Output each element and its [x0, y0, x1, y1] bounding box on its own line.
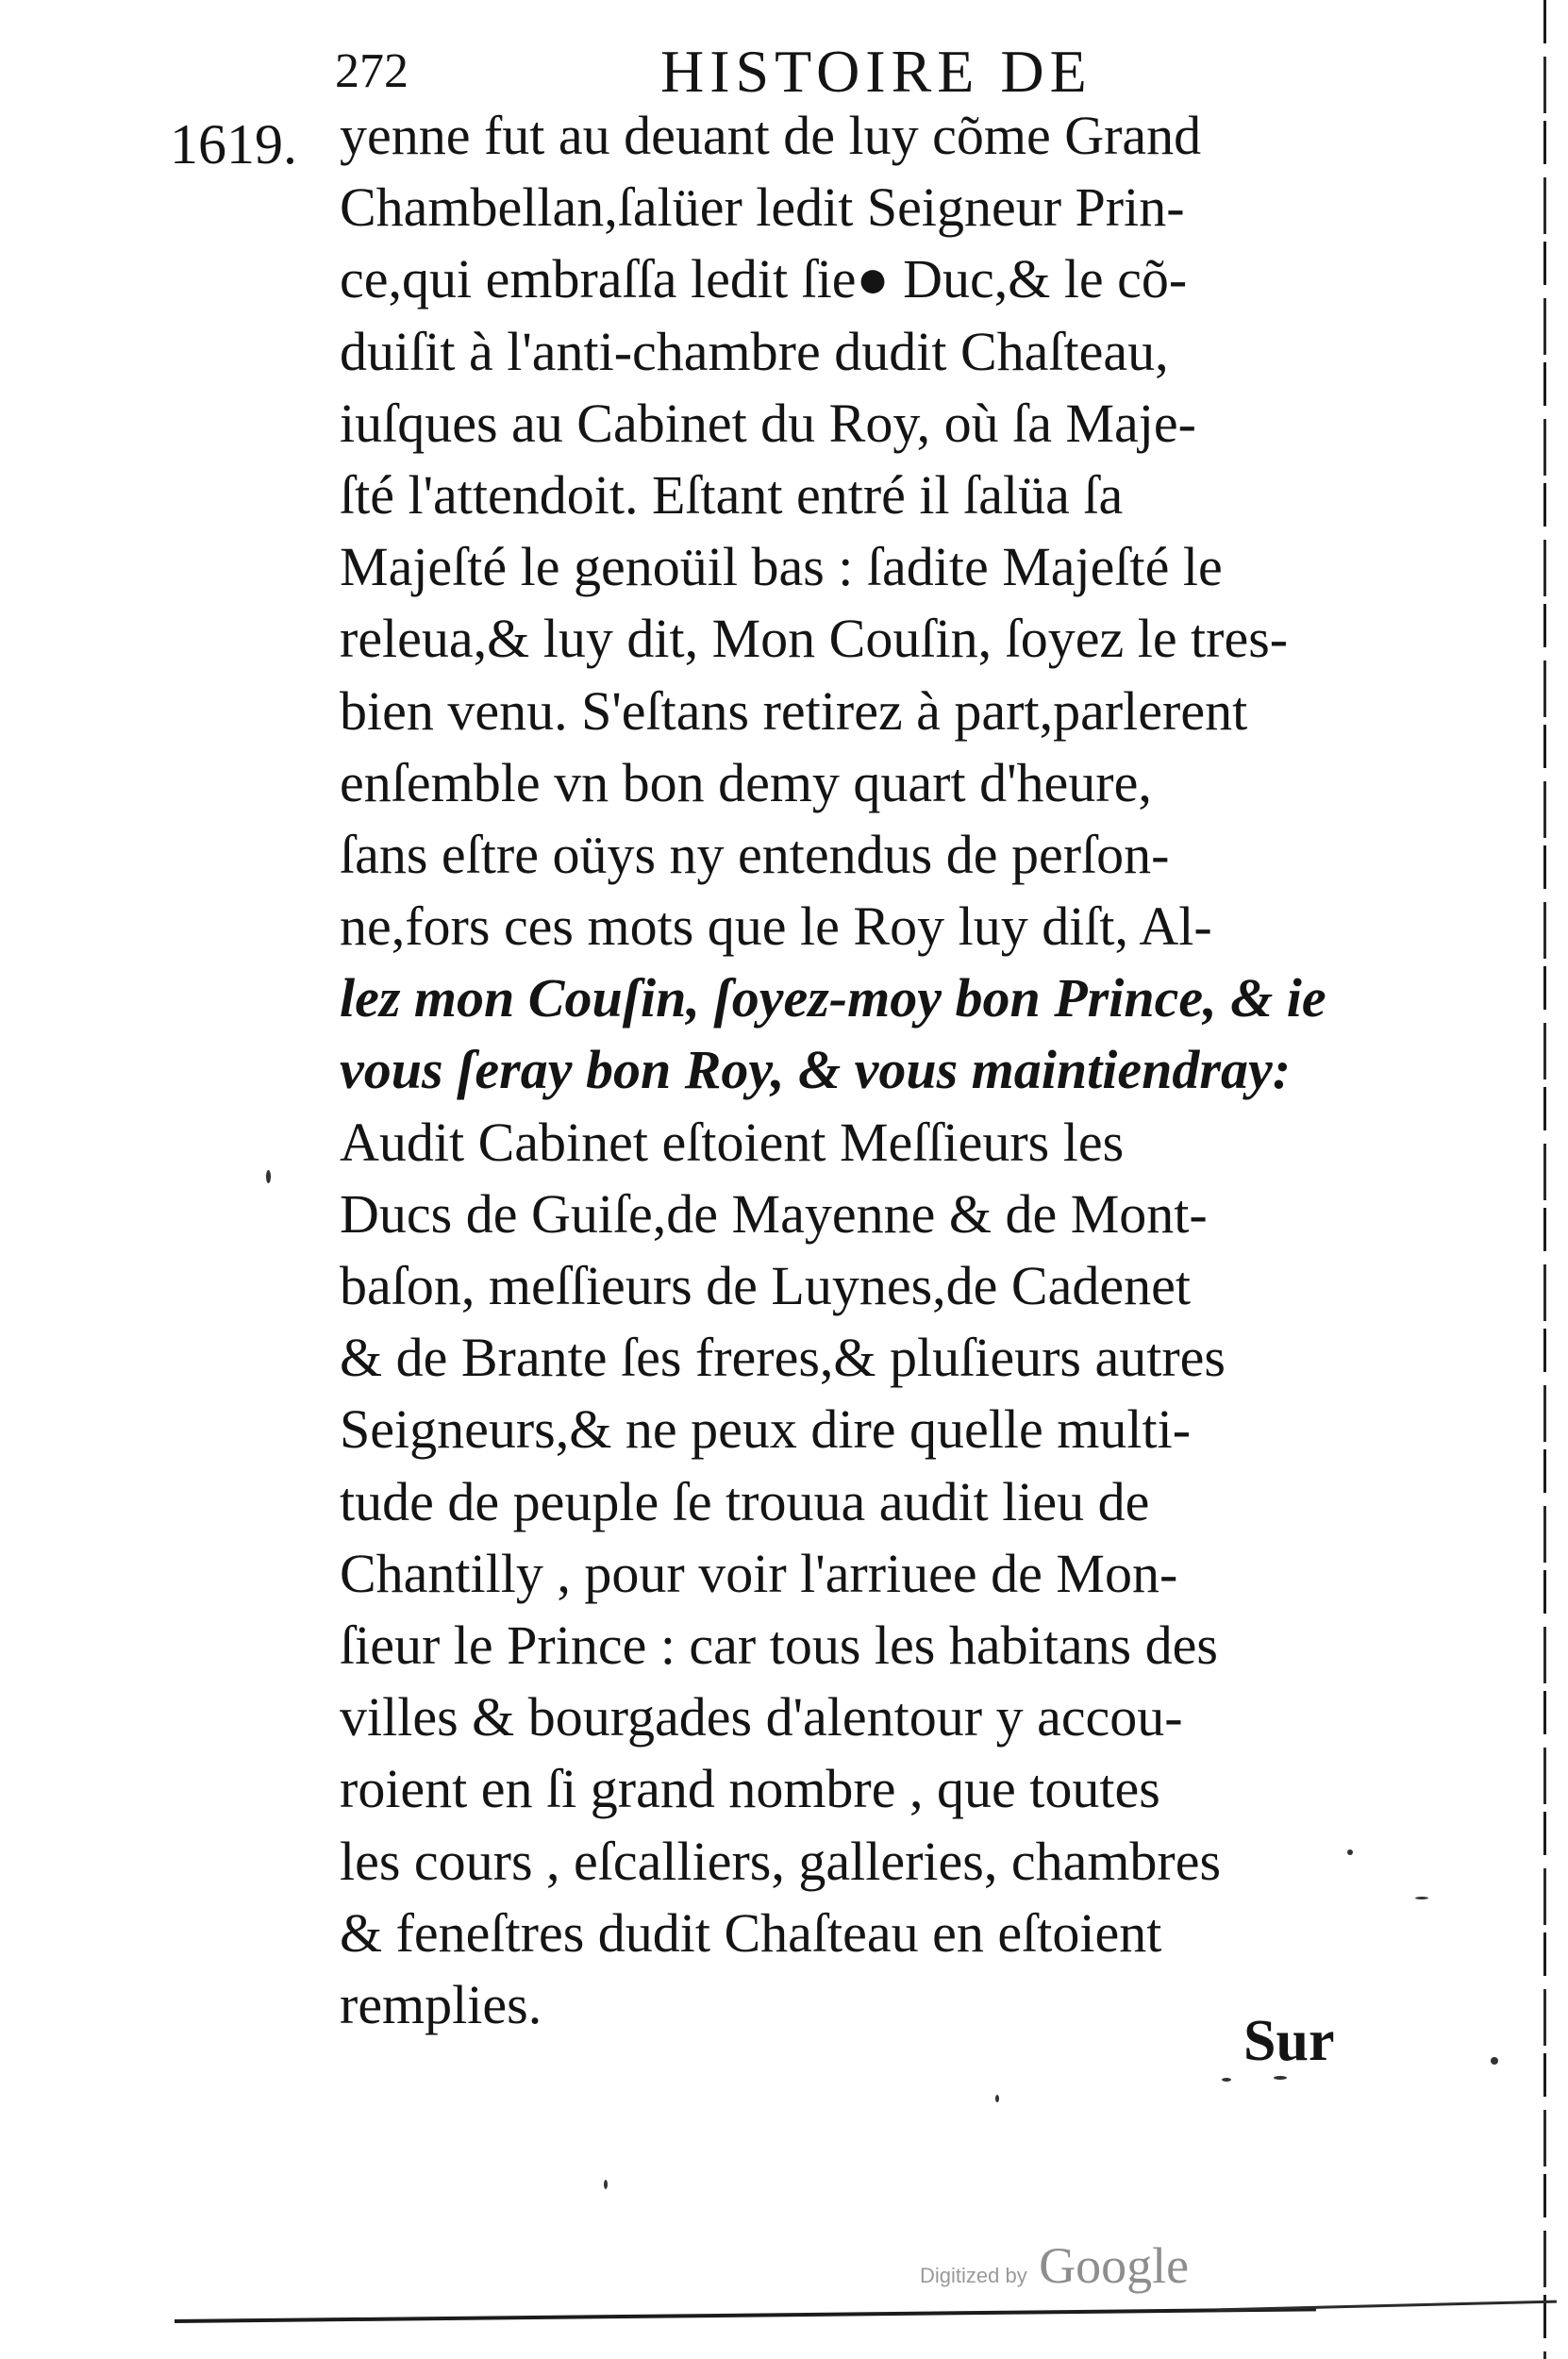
google-logo: Google	[1039, 2237, 1190, 2294]
ink-speck	[604, 2180, 608, 2189]
text-line: tude de peuple ſe trouua audit lieu de	[340, 1470, 1150, 1532]
running-title: HISTOIRE DE	[660, 38, 1093, 105]
text-line: Seigneurs,& ne peux dire quelle multi-	[340, 1398, 1192, 1461]
text-line: releua,& luy dit, Mon Couſin, ſoyez le tres-	[340, 608, 1289, 670]
text-line: ſans eſtre oüys ny entendus de perſon-	[340, 823, 1170, 885]
page-number: 272	[335, 44, 409, 98]
text-line: lez mon Couſin, ſoyez-moy bon Prince, & ie	[340, 967, 1326, 1029]
text-line: Majeſté le genoüil bas : ſadite Majeſté le	[340, 536, 1223, 598]
ink-speck	[995, 2095, 999, 2102]
running-header	[335, 34, 1184, 109]
text-line: roient en ſi grand nombre , que toutes	[340, 1758, 1160, 1820]
text-line: yenne fut au deuant de luy cõme Grand	[340, 105, 1202, 166]
text-line: ce,qui embraſſa ledit ſie● Duc,& le cõ-	[340, 248, 1188, 310]
text-line: vous ſeray bon Roy, & vous maintiendray:	[340, 1039, 1292, 1101]
text-line: & de Brante ſes freres,& pluſieurs autres	[340, 1327, 1226, 1389]
text-line: & feneſtres dudit Chaſteau en eſtoient	[340, 1901, 1162, 1964]
text-line: enſemble vn bon demy quart d'heure,	[340, 751, 1152, 813]
body-text	[340, 100, 1368, 2041]
text-line: Audit Cabinet eſtoient Meſſieurs les	[340, 1111, 1125, 1173]
bottom-edge-line-right	[1217, 2300, 1557, 2312]
text-line: baſon, meſſieurs de Luynes,de Cadenet	[340, 1255, 1191, 1316]
text-line: iuſques au Cabinet du Roy, où ſa Maje-	[340, 392, 1196, 454]
margin-year: 1619.	[170, 113, 297, 176]
text-line: les cours , eſcalliers, galleries, chambres	[340, 1830, 1222, 1892]
text-line: ſté l'attendoit. Eſtant entré il ſalüa ſa	[340, 463, 1124, 526]
ink-speck	[266, 1170, 271, 1183]
text-line: ne,fors ces mots que le Roy luy diſt, Al-	[340, 895, 1212, 958]
text-line: Chambellan,ſalüer ledit Seigneur Prin-	[340, 176, 1185, 239]
digitized-watermark	[920, 2236, 1189, 2293]
page-edge-shadow	[1543, 0, 1546, 2359]
text-line: Chantilly , pour voir l'arriuee de Mon-	[340, 1542, 1178, 1604]
text-line: Ducs de Guiſe,de Mayenne & de Mont-	[340, 1182, 1208, 1245]
watermark-prefix: Digitized by	[920, 2264, 1027, 2287]
ink-speck	[1491, 2057, 1498, 2065]
text-line: villes & bourgades d'alentour y accou-	[340, 1686, 1183, 1748]
text-line: bien venu. S'eſtans retirez à part,parlerent	[340, 679, 1248, 742]
text-line: remplies.	[340, 1973, 542, 2035]
bottom-edge-line	[175, 2307, 1316, 2323]
ink-speck	[1415, 1897, 1428, 1899]
text-line: ſieur le Prince : car tous les habitans des	[340, 1614, 1218, 1676]
ink-speck	[1222, 2078, 1231, 2082]
text-line: duiſit à l'anti-chambre dudit Chaſteau,	[340, 320, 1169, 382]
catchword: Sur	[1243, 2009, 1335, 2073]
